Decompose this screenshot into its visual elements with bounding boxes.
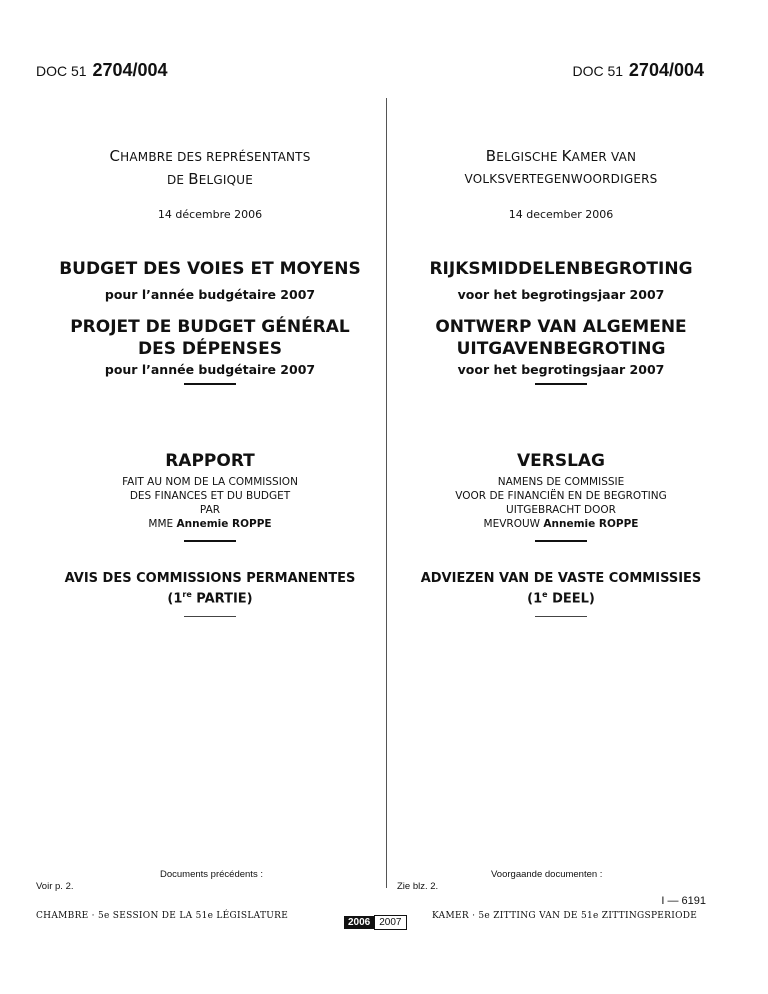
column-divider <box>386 98 387 888</box>
nl-report-line2: VOOR DE FINANCIËN EN DE BEGROTING <box>455 490 667 502</box>
nl-budget-year: voor het begrotingsjaar 2007 <box>457 287 665 302</box>
fr-footer: CHAMBRE · 5e SESSION DE LA 51e LÉGISLATURE <box>36 911 289 921</box>
nl-part-sup: e <box>542 590 548 599</box>
nl-separator-2 <box>393 540 729 542</box>
nl-chamber-line1: BELGISCHE KAMER VAN <box>485 147 637 165</box>
nl-title2-line2: UITGAVENBEGROTING <box>456 339 666 359</box>
fr-opinions-title: AVIS DES COMMISSIONS PERMANENTES <box>64 571 356 586</box>
nl-previous-documents: Voorgaande documenten : <box>491 869 603 880</box>
nl-separator-1 <box>393 383 729 385</box>
fr-separator-3 <box>42 616 378 617</box>
nl-report-body <box>393 475 729 531</box>
fr-chamber-line1: CHAMBRE DES REPRÉSENTANTS <box>109 147 311 165</box>
fr-report-line2: DES FINANCES ET DU BUDGET <box>129 490 291 502</box>
nl-report-line1: NAMENS DE COMMISSIE <box>497 476 625 488</box>
nl-report-line4 <box>393 517 729 531</box>
fr-report-line3: PAR <box>199 504 221 516</box>
fr-title-general-budget <box>42 316 378 360</box>
fr-previous-documents: Documents précédents : <box>160 869 263 880</box>
nl-chamber-heading <box>393 145 729 190</box>
fr-separator-1 <box>42 383 378 385</box>
nl-part-post: DEEL) <box>547 591 595 607</box>
fr-part-sup: re <box>182 590 192 599</box>
doc-prefix: DOC 51 <box>572 63 624 79</box>
fr-rapporteur-name: Annemie ROPPE <box>176 518 272 530</box>
fr-chamber-line2: DE BELGIQUE <box>166 170 254 188</box>
nl-title2-line1: ONTWERP VAN ALGEMENE <box>435 317 687 337</box>
nl-date: 14 december 2006 <box>508 208 614 221</box>
doc-prefix: DOC 51 <box>36 63 87 79</box>
fr-report-line1: FAIT AU NOM DE LA COMMISSION <box>122 476 298 488</box>
fr-report-prefix: MME <box>148 518 174 530</box>
nl-part-pre: (1 <box>527 591 543 607</box>
nl-rapporteur-name: Annemie ROPPE <box>543 518 639 530</box>
doc-number: 2704/004 <box>92 60 168 80</box>
doc-number: 2704/004 <box>628 60 704 80</box>
fr-part-pre: (1 <box>167 591 183 607</box>
fr-report-title: RAPPORT <box>165 451 255 471</box>
nl-report-title: VERSLAG <box>516 451 606 471</box>
fr-title2-line1: PROJET DE BUDGET GÉNÉRAL <box>70 317 350 337</box>
nl-budget-year-2: voor het begrotingsjaar 2007 <box>457 362 665 377</box>
page-reference: I — 6191 <box>661 895 706 907</box>
nl-title-general-budget <box>393 316 729 360</box>
nl-chamber-line2: VOLKSVERTEGENWOORDIGERS <box>464 172 658 186</box>
fr-opinions-part <box>42 590 378 606</box>
fr-title-ways-means: BUDGET DES VOIES ET MOYENS <box>59 259 361 279</box>
nl-opinions-title: ADVIEZEN VAN DE VASTE COMMISSIES <box>420 571 702 586</box>
fr-report-body <box>42 475 378 531</box>
fr-budget-year-2: pour l’année budgétaire 2007 <box>104 362 316 377</box>
fr-report-line4 <box>42 517 378 531</box>
fr-date: 14 décembre 2006 <box>157 208 263 221</box>
year-badges <box>344 910 407 929</box>
doc-number-right <box>572 60 704 81</box>
nl-report-line3: UITGEBRACHT DOOR <box>506 504 616 516</box>
nl-separator-3 <box>393 616 729 617</box>
year-badge-2007: 2007 <box>374 915 406 930</box>
nl-title-ways-means: RIJKSMIDDELENBEGROTING <box>429 259 693 279</box>
nl-report-prefix: MEVROUW <box>483 518 541 530</box>
fr-see-page: Voir p. 2. <box>36 881 74 892</box>
fr-title2-line2: DES DÉPENSES <box>137 339 282 359</box>
fr-chamber-heading <box>42 145 378 191</box>
nl-see-page: Zie blz. 2. <box>397 881 439 892</box>
doc-number-left <box>36 60 168 81</box>
nl-footer: KAMER · 5e ZITTING VAN DE 51e ZITTINGSPERIODE <box>432 911 698 921</box>
fr-budget-year: pour l’année budgétaire 2007 <box>104 287 316 302</box>
year-badge-2006: 2006 <box>344 916 374 929</box>
fr-separator-2 <box>42 540 378 542</box>
fr-part-post: PARTIE) <box>191 591 253 607</box>
nl-opinions-part <box>393 590 729 606</box>
